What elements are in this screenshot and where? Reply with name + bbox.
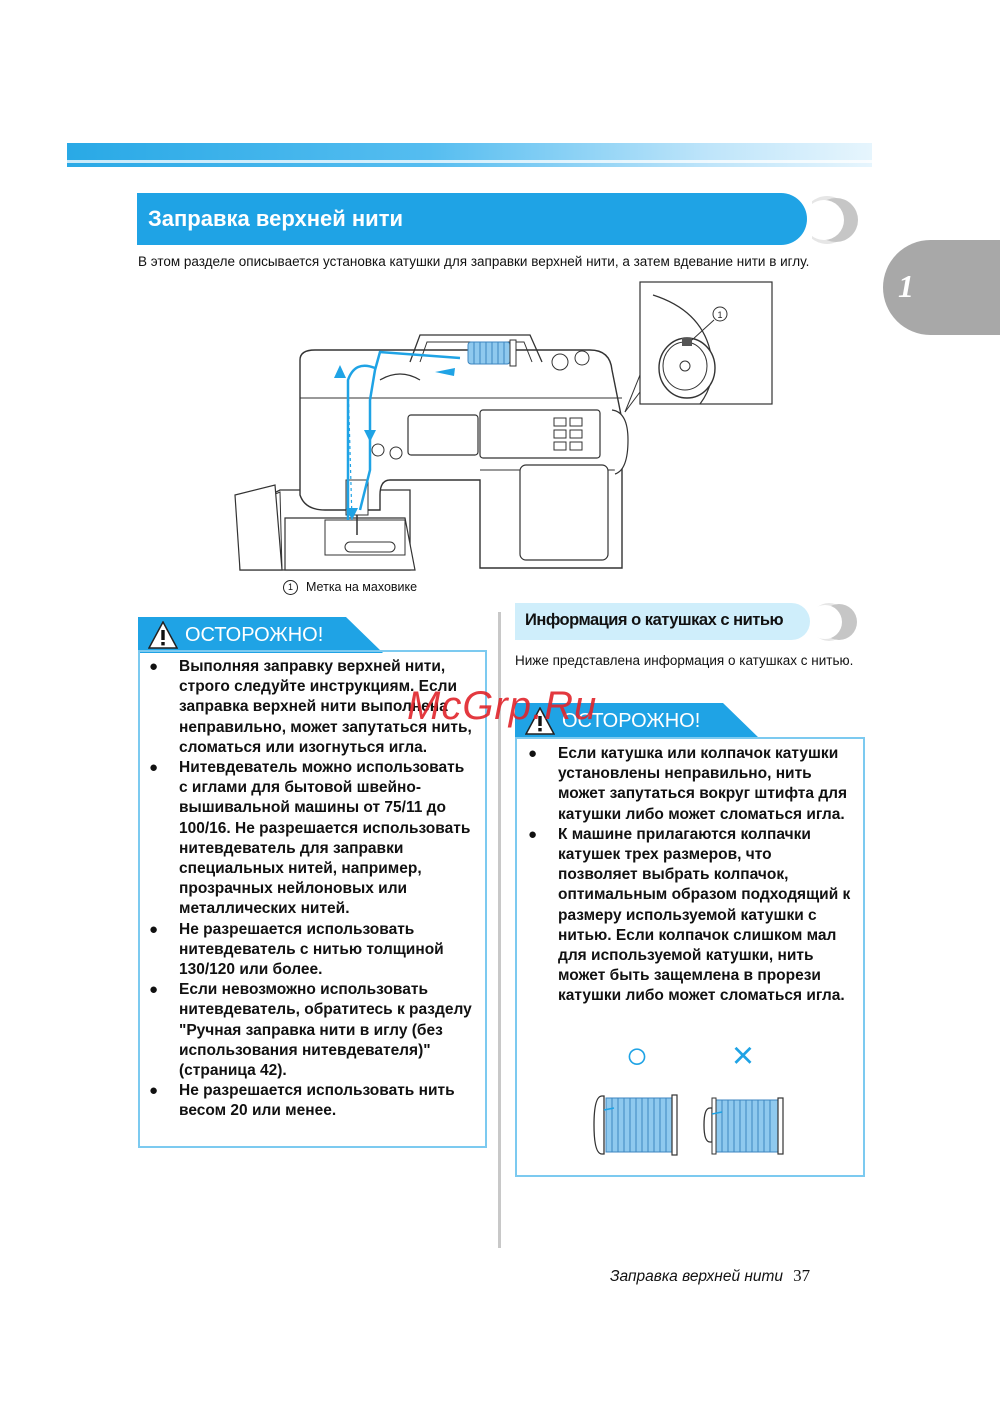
page-footer <box>610 1266 810 1286</box>
list-item: ● Выполняя заправку верхней нити, строго следуйте инструкциям. Если заправка верхней нити выполнена неправильно, может запутаться нить, сломаться или изогнуться игла. <box>149 658 472 756</box>
subsection-title-decoration <box>812 602 860 642</box>
subsection-title: Информация о катушках с нитью <box>525 611 784 629</box>
left-warning-header <box>138 617 383 653</box>
list-item: ● Не разрешается использовать нитевдеватель с нитью толщиной 130/120 или более. <box>149 920 444 979</box>
spool-correct <box>594 1095 677 1155</box>
wrong-symbol: × <box>731 1035 755 1077</box>
list-item: ● К машине прилагаются колпачки катушек трех размеров, что позволяет выбрать колпачок, оптимальным образом подходящий к размеру используемой катушки с нитью. Если колпачок слишком мал для используемой катушки, нить может быть защемлена в прорези катушки либо может сломаться игла. <box>528 825 851 1005</box>
spool-comparison-illustration <box>590 1092 790 1158</box>
caption-text: Метка на маховике <box>306 580 418 594</box>
watermark: McGrp.Ru <box>407 684 598 728</box>
caption-number: 1 <box>283 580 298 595</box>
list-item: ● Не разрешается использовать нить весом 20 или менее. <box>149 1082 455 1120</box>
header-stripe <box>67 143 872 167</box>
right-warning-list <box>528 744 855 1007</box>
sewing-machine-illustration <box>230 280 775 578</box>
list-item: ● Если катушка или колпачок катушки установлены неправильно, нить может запутаться вокруг штифта для катушки либо может сломаться игла. <box>528 745 848 823</box>
inset-callout-number: 1 <box>717 310 723 320</box>
figure-caption <box>283 580 417 595</box>
section-title-decoration <box>812 195 858 245</box>
footer-title: Заправка верхней нити <box>610 1268 784 1285</box>
chapter-number: 1 <box>898 268 914 304</box>
section-title: Заправка верхней нити <box>137 193 807 245</box>
warning-triangle-icon <box>148 621 178 649</box>
list-item: ● Нитевдеватель можно использовать с иглами для бытовой швейно-вышивальной машины от 75/11 до 100/16. Не разрешается использовать нитевдеватель для заправки специальных нитей, например, прозрачных нейлоновых или металлических нитей. <box>149 759 471 918</box>
subsection-intro: Ниже представлена информация о катушках с нитью. <box>515 653 854 668</box>
spool-wrong <box>704 1098 783 1154</box>
left-warning-title: ОСТОРОЖНО! <box>185 624 324 646</box>
header-stripe-line <box>67 160 872 163</box>
subsection-title-bar <box>515 603 810 640</box>
right-warning-title: ОСТОРОЖНО! <box>562 710 701 732</box>
correct-symbol: ○ <box>625 1035 649 1077</box>
list-item: ● Если невозможно использовать нитевдеватель, обратитесь к разделу "Ручная заправка нити в иглу (без использования нитевдевателя)" (страница 42). <box>149 981 472 1080</box>
page-number: 37 <box>793 1266 811 1285</box>
section-intro: В этом разделе описывается установка катушки для заправки верхней нити, а затем вдевание нити в иглу. <box>138 254 810 269</box>
